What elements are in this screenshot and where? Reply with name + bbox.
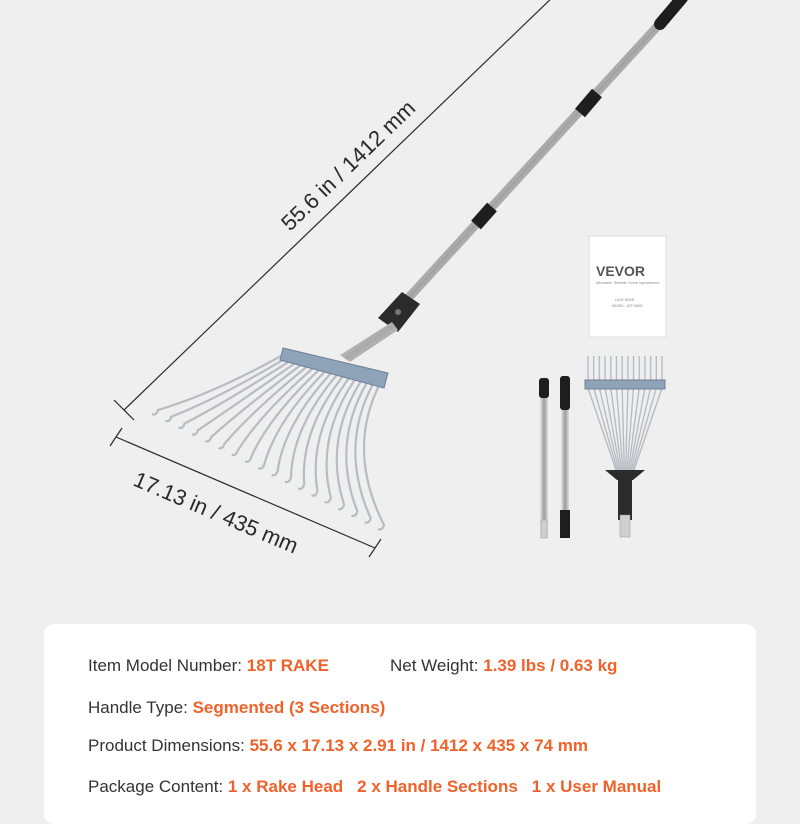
rake-tine: [205, 358, 310, 442]
manual-brand: VEVOR: [596, 263, 646, 279]
package-item-rake-head: 1 x Rake Head: [227, 777, 344, 796]
length-label: 55.6 in / 1412 mm: [276, 95, 421, 236]
spec-row-dimensions: [88, 736, 588, 756]
rake-tine: [218, 359, 316, 448]
manual-title: LEAF RAKE: [615, 298, 635, 302]
rake-tine: [165, 353, 293, 421]
handle-section-2: [560, 376, 570, 538]
handle-value: Segmented (3 Sections): [192, 698, 386, 717]
user-manual: [589, 236, 666, 337]
spec-row-model: [88, 656, 329, 676]
rake-tine: [179, 355, 300, 428]
manual-tagline: Affordable. Reliable. Home Improvement.: [596, 281, 661, 285]
model-value: 18T RAKE: [246, 656, 329, 675]
model-label: Item Model Number:: [88, 656, 247, 675]
spec-row-weight: [390, 656, 617, 676]
package-label: Package Content:: [88, 777, 228, 796]
folded-tine: [626, 356, 628, 470]
weight-label: Net Weight:: [390, 656, 484, 675]
handle-label: Handle Type:: [88, 698, 193, 717]
dimensions-value: 55.6 x 17.13 x 2.91 in / 1412 x 435 x 74 mm: [249, 736, 588, 755]
package-item-user-manual: 1 x User Manual: [531, 777, 662, 796]
spec-row-package: [88, 777, 661, 797]
folded-rake-head: [585, 356, 665, 537]
dimensions-label: Product Dimensions:: [88, 736, 250, 755]
rake-tine: [192, 356, 305, 435]
width-label: 17.13 in / 435 mm: [130, 466, 302, 559]
weight-value: 1.39 lbs / 0.63 kg: [483, 656, 618, 675]
rake-tine: [258, 363, 333, 468]
folded-tine: [622, 356, 624, 470]
spec-row-handle: [88, 698, 385, 718]
package-item-handle-sections: 2 x Handle Sections: [357, 777, 518, 796]
manual-model: MODEL: 18T RAKE: [612, 304, 643, 308]
handle-section-1: [539, 378, 549, 538]
